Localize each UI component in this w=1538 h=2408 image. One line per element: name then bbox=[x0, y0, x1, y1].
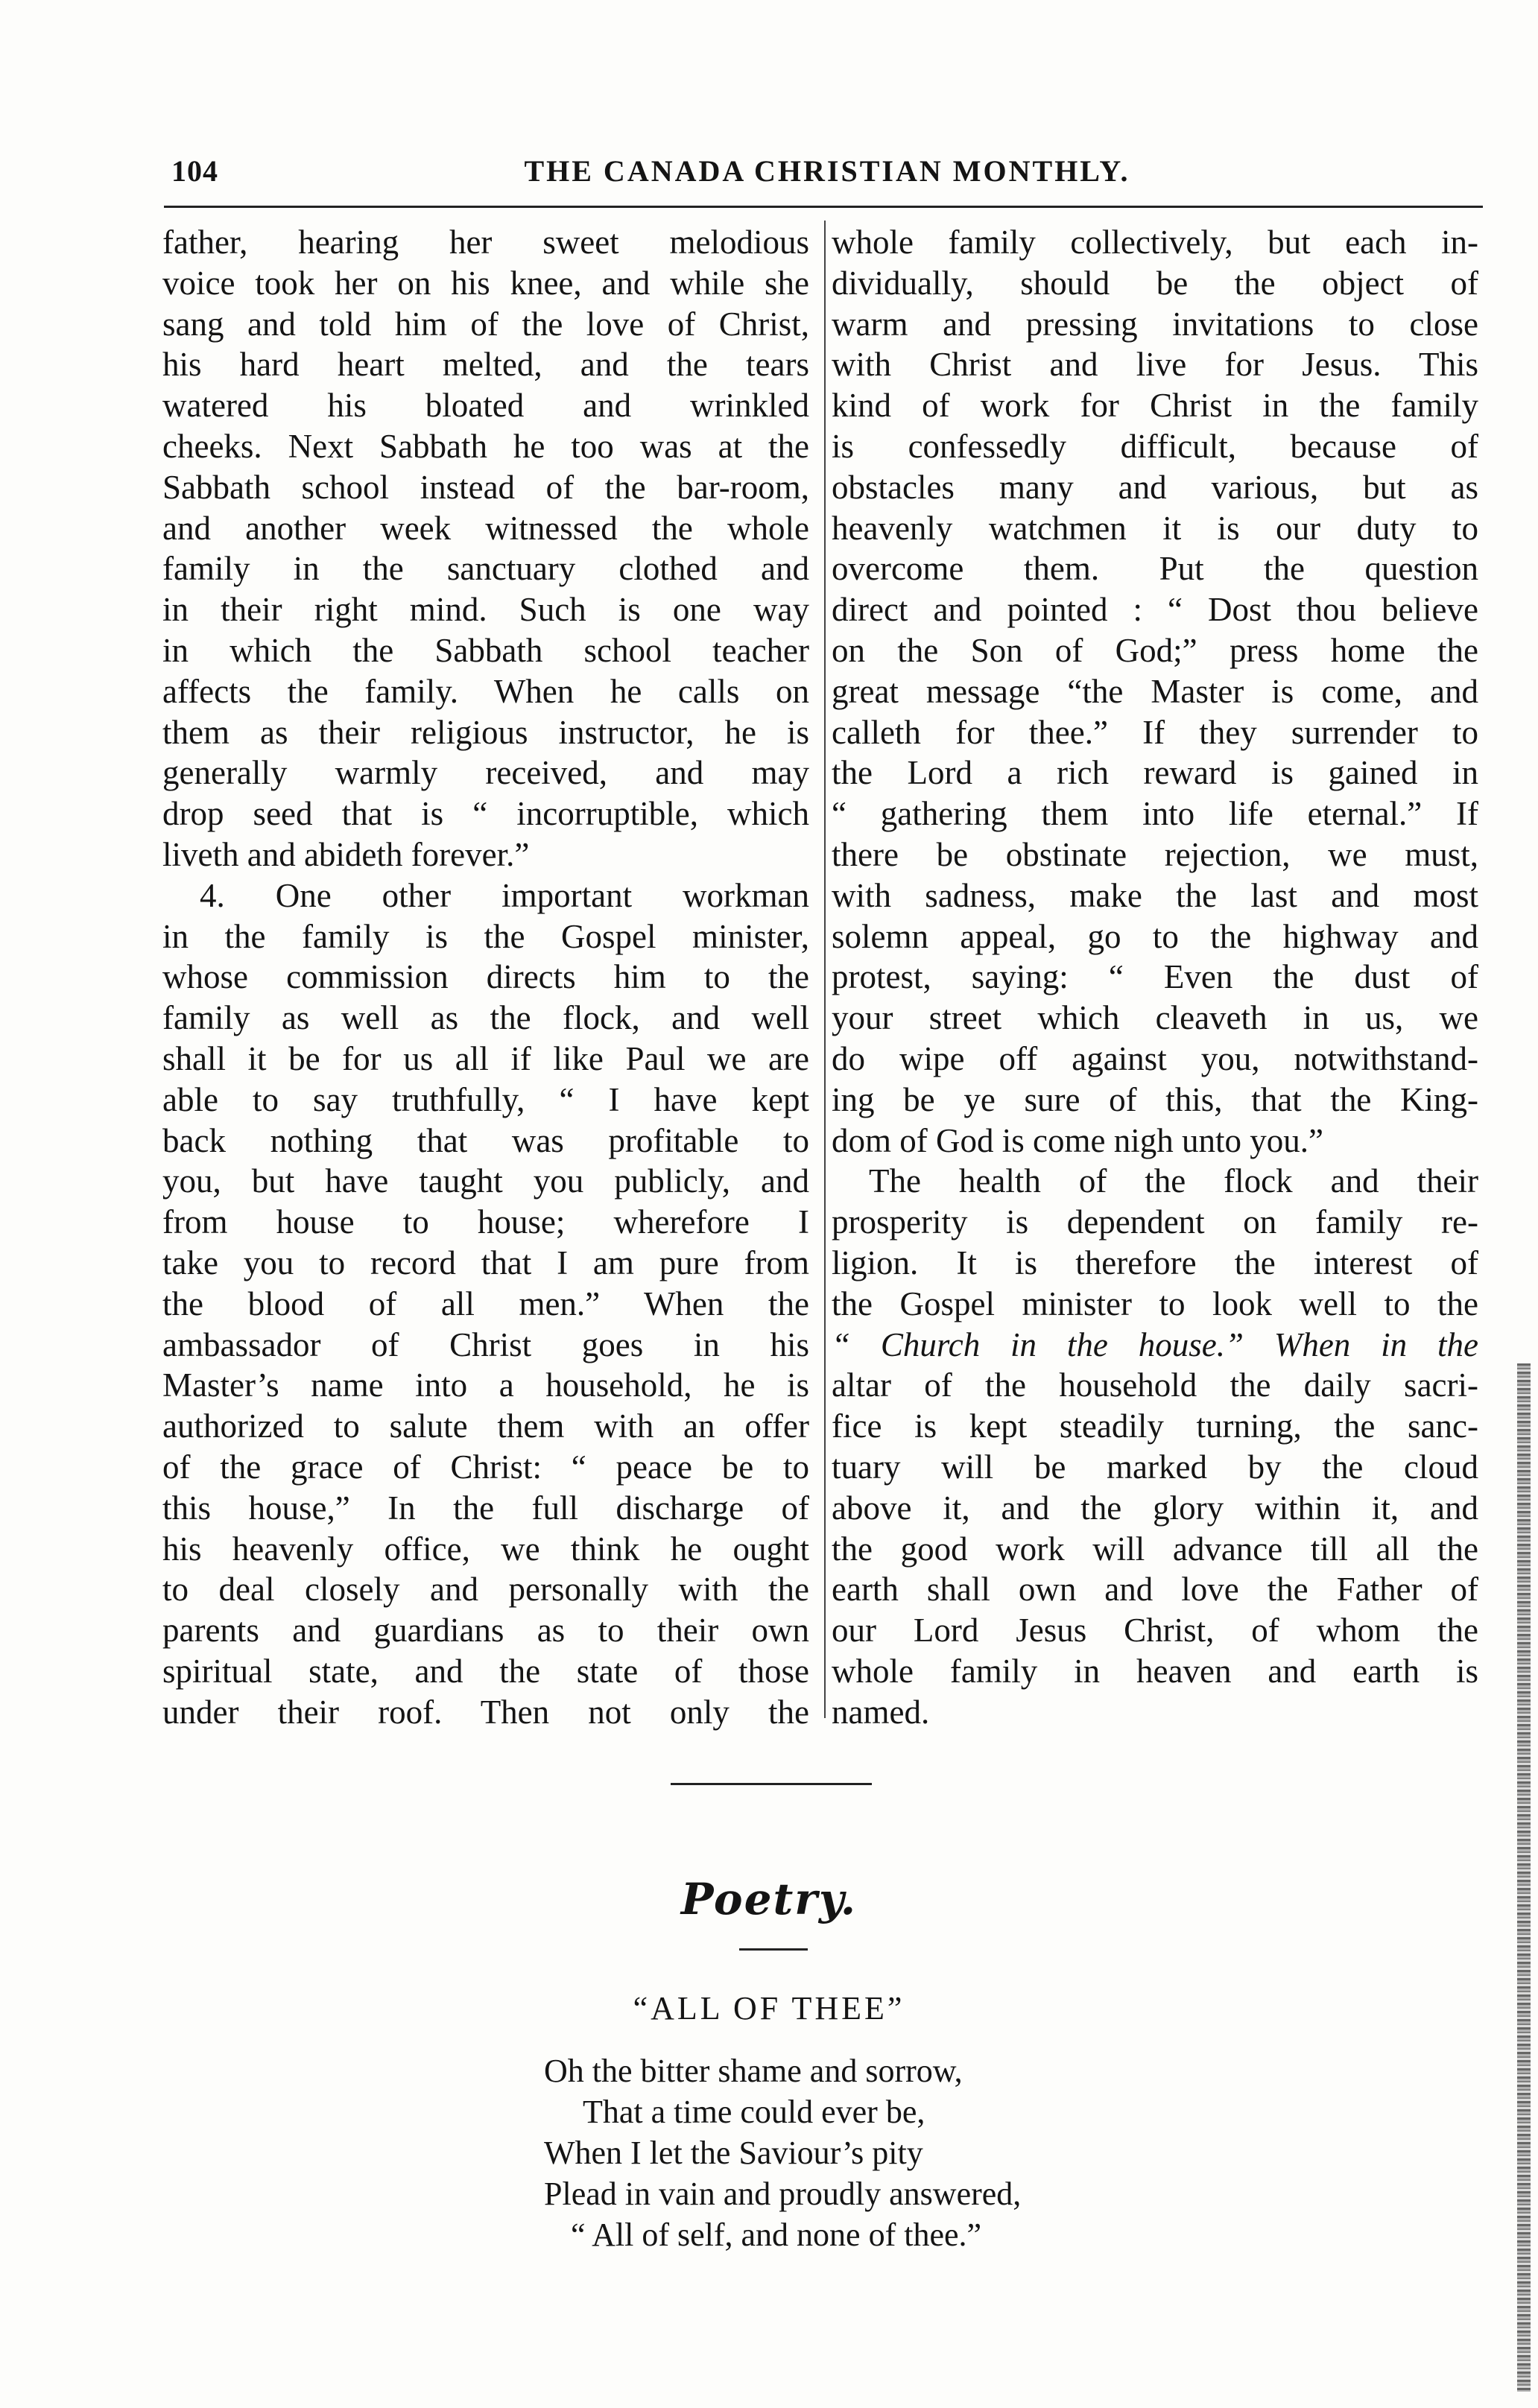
text-line: watered his bloated and wrinkled bbox=[162, 387, 809, 425]
text-line: in which the Sabbath school teacher bbox=[162, 631, 809, 669]
text-line: whole family collectively, but each in- bbox=[832, 224, 1478, 261]
text-line: spiritual state, and the state of those bbox=[162, 1652, 809, 1690]
text-line: altar of the household the daily sacri- bbox=[832, 1366, 1478, 1404]
text-line: fice is kept steadily turning, the sanc- bbox=[832, 1407, 1478, 1445]
page-number: 104 bbox=[171, 154, 218, 188]
text-line: your street which cleaveth in us, we bbox=[832, 999, 1478, 1037]
text-line: is confessedly difficult, because of bbox=[832, 427, 1478, 465]
page-header bbox=[164, 146, 1490, 198]
text-line: shall it be for us all if like Paul we are bbox=[162, 1039, 809, 1077]
text-line: ing be ye sure of this, that the King- bbox=[832, 1080, 1478, 1118]
text-line: with Christ and live for Jesus. This bbox=[832, 346, 1478, 384]
text-line: family in the sanctuary clothed and bbox=[162, 550, 809, 588]
text-line: do wipe off against you, notwithstand- bbox=[832, 1039, 1478, 1077]
text-line: with sadness, make the last and most bbox=[832, 876, 1478, 914]
text-line: ambassador of Christ goes in his bbox=[162, 1325, 809, 1363]
text-line: able to say truthfully, “ I have kept bbox=[162, 1080, 809, 1118]
text-line: on the Son of God;” press home the bbox=[832, 631, 1478, 669]
text-line: kind of work for Christ in the family bbox=[832, 387, 1478, 425]
text-line: The health of the flock and their bbox=[869, 1162, 1478, 1200]
left-column bbox=[162, 222, 809, 1732]
text-line: calleth for thee.” If they surrender to bbox=[832, 713, 1478, 751]
text-line: great message “the Master is come, and bbox=[832, 672, 1478, 710]
text-line: the Lord a rich reward is gained in bbox=[832, 754, 1478, 792]
header-rule bbox=[164, 206, 1483, 208]
text-line: his heavenly office, we think he ought bbox=[162, 1530, 809, 1568]
text-line: Sabbath school instead of the bar-room, bbox=[162, 468, 809, 506]
text-line: obstacles many and various, but as bbox=[832, 468, 1478, 506]
text-line: sang and told him of the love of Christ, bbox=[162, 305, 809, 343]
text-line: protest, saying: “ Even the dust of bbox=[832, 958, 1478, 996]
poem-line: When I let the Saviour’s pity bbox=[544, 2135, 923, 2171]
text-line: prosperity is dependent on family re- bbox=[832, 1203, 1478, 1241]
text-line: them as their religious instructor, he is bbox=[162, 713, 809, 751]
text-line: “ Church in the house.” When in the bbox=[832, 1325, 1478, 1363]
text-line: back nothing that was profitable to bbox=[162, 1121, 809, 1159]
column-divider bbox=[824, 221, 826, 1718]
text-line: Master’s name into a household, he is bbox=[162, 1366, 809, 1404]
text-line: drop seed that is “ incorruptible, which bbox=[162, 795, 809, 833]
page-edge-binding bbox=[1517, 1363, 1531, 2392]
poem-line: “ All of self, and none of thee.” bbox=[571, 2217, 982, 2253]
text-line: “ gathering them into life eternal.” If bbox=[832, 795, 1478, 833]
text-line: 4. One other important workman bbox=[200, 876, 809, 914]
poem-title: “ALL OF THEE” bbox=[633, 1990, 905, 2027]
text-line: our Lord Jesus Christ, of whom the bbox=[832, 1612, 1478, 1650]
text-line: and another week witnessed the whole bbox=[162, 509, 809, 547]
text-line: generally warmly received, and may bbox=[162, 754, 809, 792]
text-line: in the family is the Gospel minister, bbox=[162, 917, 809, 955]
text-line: dom of God is come nigh unto you.” bbox=[832, 1121, 1323, 1159]
text-line: the Gospel minister to look well to the bbox=[832, 1284, 1478, 1322]
text-line: whose commission directs him to the bbox=[162, 958, 809, 996]
poem-line: Oh the bitter shame and sorrow, bbox=[544, 2053, 963, 2089]
running-title: THE CANADA CHRISTIAN MONTHLY. bbox=[524, 154, 1130, 188]
text-line: earth shall own and love the Father of bbox=[832, 1571, 1478, 1609]
text-line: of the grace of Christ: “ peace be to bbox=[162, 1448, 809, 1486]
text-line: father, hearing her sweet melodious bbox=[162, 224, 809, 261]
text-line: affects the family. When he calls on bbox=[162, 672, 809, 710]
text-line: the good work will advance till all the bbox=[832, 1530, 1478, 1568]
section-heading: Poetry. bbox=[680, 1874, 858, 1924]
text-line: whole family in heaven and earth is bbox=[832, 1652, 1478, 1690]
text-line: cheeks. Next Sabbath he too was at the bbox=[162, 427, 809, 465]
text-line: parents and guardians as to their own bbox=[162, 1612, 809, 1650]
text-line: this house,” In the full discharge of bbox=[162, 1489, 809, 1527]
text-line: you, but have taught you publicly, and bbox=[162, 1162, 809, 1200]
text-line: there be obstinate rejection, we must, bbox=[832, 835, 1478, 873]
section-divider bbox=[671, 1783, 872, 1785]
text-line: take you to record that I am pure from bbox=[162, 1243, 809, 1281]
text-line: named. bbox=[832, 1693, 930, 1731]
right-column bbox=[832, 222, 1478, 1732]
text-line: warm and pressing invitations to close bbox=[832, 305, 1478, 343]
text-line: direct and pointed : “ Dost thou believe bbox=[832, 591, 1478, 629]
text-line: the blood of all men.” When the bbox=[162, 1284, 809, 1322]
text-line: tuary will be marked by the cloud bbox=[832, 1448, 1478, 1486]
text-line: voice took her on his knee, and while she bbox=[162, 264, 809, 302]
heading-underline bbox=[739, 1948, 808, 1951]
text-line: in their right mind. Such is one way bbox=[162, 591, 809, 629]
text-line: solemn appeal, go to the highway and bbox=[832, 917, 1478, 955]
text-line: to deal closely and personally with the bbox=[162, 1571, 809, 1609]
poem-line: That a time could ever be, bbox=[583, 2094, 925, 2130]
text-line: overcome them. Put the question bbox=[832, 550, 1478, 588]
text-line: family as well as the flock, and well bbox=[162, 999, 809, 1037]
text-line: dividually, should be the object of bbox=[832, 264, 1478, 302]
text-line: authorized to salute them with an offer bbox=[162, 1407, 809, 1445]
poem-line: Plead in vain and proudly answered, bbox=[544, 2176, 1022, 2212]
text-line: above it, and the glory within it, and bbox=[832, 1489, 1478, 1527]
text-line: liveth and abideth forever.” bbox=[162, 835, 530, 873]
text-line: under their roof. Then not only the bbox=[162, 1693, 809, 1731]
text-line: ligion. It is therefore the interest of bbox=[832, 1243, 1478, 1281]
text-line: heavenly watchmen it is our duty to bbox=[832, 509, 1478, 547]
text-line: from house to house; wherefore I bbox=[162, 1203, 809, 1241]
text-line: his hard heart melted, and the tears bbox=[162, 346, 809, 384]
